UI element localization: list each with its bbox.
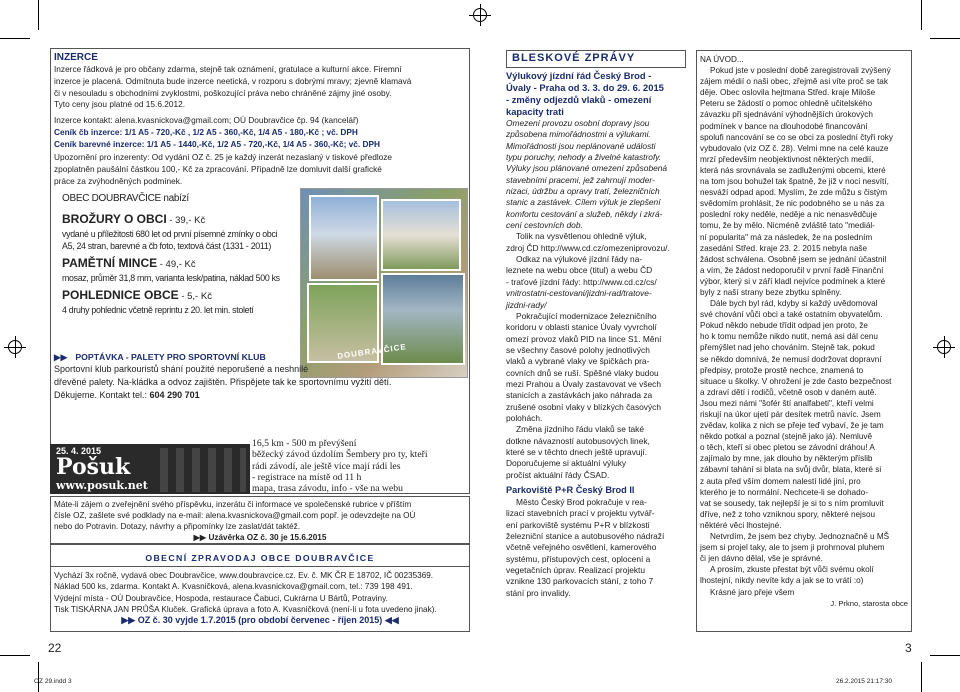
editorial-text: žádost schválena. Osobně jsem se jednání účastnil: [700, 254, 887, 264]
info-section: [54, 499, 466, 543]
zpravodaj-header: [50, 553, 470, 563]
news-italic: cení cestovních dob.: [506, 220, 583, 231]
news-text: zrušené osobní vlaky v blízkých časových: [506, 401, 662, 412]
editorial-text: zajímalo by mne, jak dlouho by některým příslib: [700, 454, 873, 464]
news-text: Doporučujeme si aktuální výluky: [506, 458, 627, 469]
item1-price: - 39,- Kč: [166, 215, 206, 226]
editorial-text: A prosím, zkuste přestat být vůči svému okolí: [710, 565, 874, 575]
editorial-text: svědomím prohlásit, že nic podobného se u nás za: [700, 199, 885, 209]
double-arrow-left-icon: ◀◀: [384, 615, 399, 626]
news-text: koridoru v oblasti stanice Úvaly vyvrcholí: [506, 322, 657, 333]
news-text: které se v těchto dnech ještě upravují.: [506, 446, 648, 457]
obec-ad-intro: OBEC DOUBRAVČICE nabízí: [62, 193, 189, 204]
news-text: Odkaz na výlukové jízdní řády na-: [516, 254, 643, 265]
item3-price: - 5,- Kč: [178, 291, 212, 302]
editorial-text: poslední roky neděle, neděje a nic nenasvědčuje: [700, 210, 878, 220]
posuk-text: [252, 438, 468, 496]
zpravodaj-section: [54, 570, 466, 626]
news-text: polohách.: [506, 412, 543, 423]
news-headline: Výlukový jízdní řád Český Brod -: [506, 70, 652, 81]
info-text: čísle OZ, zašlete své podklady na e-mail: alena.kvasnickova@gmail.com popř. je odevzdejte na OÚ: [54, 511, 416, 520]
editorial-text: riskují na úkor ujetí pár desítek metrů navíc. Jsem: [700, 410, 881, 419]
item2-price: - 49,- Kč: [157, 259, 196, 270]
editorial-text: zájem médií o naši obec, zřejmě asi víte proč se tak: [700, 77, 888, 87]
photo-chapel: [381, 199, 461, 271]
news-headline: kapacity trati: [506, 106, 564, 117]
editorial-text: zasedání Střed. kraje 23. 2. 2015 nebyla naše: [700, 243, 868, 253]
info-text: Máte-li zájem o zveřejnění svého příspěvku, inzerátu či informace ve společenské rubrice v příštím: [54, 500, 412, 509]
editorial-text: tomu, že by mělo. Nicméně zvláště tato "mediál-: [700, 221, 875, 231]
photo-label: DOUBRAVČICE: [336, 342, 408, 361]
next-issue: [54, 615, 466, 626]
item1-title: BROŽURY O OBCI: [62, 212, 167, 226]
posuk-line: - registrace na místě od 11 h: [252, 471, 362, 483]
news-italic: komfortu cestování a služeb, někdy i zkrá-: [506, 208, 663, 219]
posuk-date: 25. 4. 2015: [56, 446, 102, 456]
editorial-text: zábavní tahání si blata na svůj dvůr, blata, které si: [700, 465, 882, 475]
double-arrow-icon: ▶▶: [121, 615, 136, 626]
poptavka-title-text: POPTÁVKA - PALETY PRO SPORTOVNÍ KLUB: [75, 352, 266, 362]
inzerce-contact: Inzerce kontakt: alena.kvasnickova@gmail.com; OÚ Doubravčice čp. 94 (kancelář): [54, 115, 359, 126]
editorial-text: Krásné jaro přeje všem: [710, 587, 795, 597]
editorial-text: vat se sousedy, tak nejlepší je si to s ním promluvit: [700, 498, 884, 508]
poptavka-section: [54, 351, 466, 402]
registration-mark-right: [937, 340, 951, 354]
inzerce-section: [54, 52, 466, 151]
runner-figures: [160, 448, 246, 492]
news-text: se všechny časové polohy jednotlivých: [506, 344, 650, 355]
news-link[interactable]: vnitrostatni-cestovani/jizdni-rad/tratove-: [506, 288, 652, 299]
news-section: [506, 70, 686, 599]
item1-desc: A5, 24 stran, barevné a čb foto, textová část (1331 - 2011): [62, 241, 272, 251]
editorial-text: jsem si projel taky, ale to jsem ji prohrnoval pluhem: [700, 543, 885, 553]
info-text: nebo do Potravin. Dotazy, návrhy a připomínky lze zaslat/dát taktéž.: [54, 522, 301, 531]
zpravodaj-text: Tisk TISKÁRNA JAN PRŮŠA Kluček. Grafická úprava a foto A. Kvasničková (není-li u fota uvedeno jinak).: [54, 604, 437, 614]
item3-desc: 4 druhy pohlednic včetně reprintu z 20. let min. století: [62, 305, 254, 315]
news-text: dotkne návazností autobusových linek,: [506, 435, 650, 446]
news-text: vegetačních úprav. Realizací projektu: [506, 565, 646, 576]
editorial-text: vybudovalo (viz OZ č. 28). Velmi mne na celé kauze: [700, 143, 889, 153]
editorial-text: závazku při sjednávání výhodnějších úrokových: [700, 110, 873, 120]
crop-mark: [921, 662, 922, 692]
editorial-text: se někdo domnívá, že nemusí dodržovat dopravní: [700, 354, 882, 364]
news-text: vznikne 130 parkovacích stání, z toho 7: [506, 576, 654, 587]
editorial-text: zvědav, kolika z nich se přeje teď vybaví, že je tam: [700, 421, 884, 431]
editorial-text: dříve, než z toho vzniknou spory, některé nejsou: [700, 509, 876, 519]
posuk-line: běžecký závod úzdolím Šembery pro ty, kteří: [252, 449, 428, 461]
editorial-text: něktéré vĕci lhostejné.: [700, 520, 782, 530]
zpravodaj-text: Vychází 3x ročně, vydavá obec Doubravčice, www.doubravcice.cz. Ev. č. MK ČR E 18702, IČ 00235369.: [54, 571, 434, 580]
editorial-text: nesváží odpad apod. Myslím, že zde můžu s čistým: [700, 188, 888, 198]
editorial-text: lhostejní, nikdy nevíte kdy a jak se to vrátí :o): [700, 576, 864, 586]
editorial-text: situace u školky. V ohrožení je zde často bezpečnost: [700, 376, 892, 386]
editorial-text: Pokud někdo nebude třídit odpad jen proto, že: [700, 321, 868, 331]
poptavka-contact-label: Děkujeme. Kontakt tel.:: [54, 390, 150, 400]
crop-mark: [38, 662, 39, 692]
editorial-text: své chování vůči obci a také ostatním obyvatelům.: [700, 310, 883, 320]
news-text: systému, přístupových cest, oplocení a: [506, 553, 651, 564]
crop-mark: [0, 38, 30, 39]
news-headline: Parkoviště P+R Český Brod II: [506, 485, 635, 495]
next-issue-text: OZ č. 30 vyjde 1.7.2015 (pro období červenec - říjen 2015): [137, 615, 383, 626]
news-link[interactable]: zdroj ČD http://www.cd.cz/omezeniprovozu/.: [506, 242, 670, 253]
news-italic: nizaci, údržbu a opravy tratí, železničních: [506, 186, 660, 197]
poptavka-phone: 604 290 701: [149, 390, 200, 400]
footer-file: OZ 29.indd 3: [34, 678, 72, 685]
inzerce-heading: INZERCE: [54, 52, 98, 63]
posuk-banner: [50, 444, 250, 494]
editorial-text: ní popularita" má za následek, že na posledním: [700, 232, 873, 242]
double-arrow-icon: ▶▶: [193, 533, 207, 542]
news-text: Tolik na vysvětlenou ohledně výluk,: [516, 231, 647, 242]
news-text: včetně veřejného osvětlení, kamerového: [506, 542, 657, 553]
posuk-line: rádi závodí, ale ještě více mají rádi les: [252, 460, 401, 472]
registration-mark-left: [8, 340, 22, 354]
item1-desc: vydané u příležitosti 680 let od první písemné zmínky o obci: [62, 229, 278, 239]
news-text: ení parkoviště systému P+R v blízkosti: [506, 519, 650, 530]
editorial-text: Pokud jste v poslední době zaregistrovali zvýšený: [710, 66, 891, 76]
footer-stamp: 26.2.2015 21:17:30: [836, 678, 893, 685]
news-headline: - změny odjezdů vlaků - omezení: [506, 94, 652, 105]
poptavka-text: dřevěné palety. Na-kládka a odvoz zajištěn. Přispějete tak ke sportovnímu vyžití dětí.: [54, 377, 392, 387]
news-text: Změna jízdního řádu vlaků se také: [516, 424, 645, 435]
poptavka-title: [54, 351, 466, 363]
posuk-line: mapa, trasa závodu, info - vše na webu: [252, 483, 403, 495]
editorial-text: děje. Obec oslovila hejtmana Střed. kraje Miloše: [700, 88, 876, 98]
editorial-text: z auta před vším domem nalestí lidé jiní, pro: [700, 476, 861, 486]
crop-mark: [0, 655, 30, 656]
item2-title: PAMĚTNÍ MINCE: [62, 256, 158, 270]
news-text: - traťové jízdní řády: http://www.cd.cz/cs/: [506, 276, 657, 287]
news-text: mezi Prahou a Úvaly zastavovat ve všech: [506, 378, 662, 389]
posuk-line: 16,5 km - 500 m převýšení: [252, 438, 357, 449]
news-italic: stanic a zastávek. Cílem výluk je zlepšení: [506, 197, 661, 208]
zpravodaj-header-text: OBECNÍ ZPRAVODAJ OBCE DOUBRAVČICE: [145, 553, 375, 563]
upozorneni-text: zpoplatněn paušální částkou 100,- Kč za zpracování. Případně lze domluvit další grafické: [54, 163, 382, 174]
editorial-text: kterého je to normální. Nechcete-li se dohado-: [700, 487, 868, 497]
editorial-text: a zdraví dětí i rodičů, včetně osob v daném autě.: [700, 387, 877, 397]
news-italic: způsobena mimořádnostmi a výlukami.: [506, 129, 651, 140]
upozorneni-text: Upozornění pro inzerenty: Od vydání OZ č. 25 je každý inzerát nezaslaný v tiskové předloze: [54, 152, 393, 162]
inzerce-text: či v nesouladu s obchodními zvyklostmi, poškozující práva nebo chráněné zájmy jiné osoby.: [54, 87, 392, 98]
news-text: lizaci stavebních prací v projektu vytvář-: [506, 508, 655, 519]
zpravodaj-divider: [50, 566, 470, 567]
editorial-text: mrzí především neobjektivnost některých medií,: [700, 154, 874, 164]
editorial-text: o těch, kteří si obec pletou se závodní dráhou! A: [700, 443, 875, 453]
editorial-text: přemýšlet nad jeho chováním. Stejně tak, pokud: [700, 343, 875, 353]
zpravodaj-text: Výdejní místa - OÚ Doubravčice, Hospoda, restaurace Čabuci, Cukrárna U Bártů, Potraviny.: [54, 593, 388, 603]
editorial-text: Dále bych byl rád, kdyby si každý uvědomoval: [710, 299, 878, 309]
editorial-text: byly z naší strany beze zbytku splněny.: [700, 287, 842, 297]
news-text: pročíst aktuální řády ČSAD.: [506, 469, 610, 480]
editorial-text: Peteru se žádostí o pomoc ohledně učitelského: [700, 99, 873, 109]
deadline: [54, 532, 466, 543]
deadline-text: Uzávěrka OZ č. 30 je 15.6.2015: [208, 533, 327, 542]
zpravodaj-text: Náklad 500 ks, zdarma. Kontakt A. Kvasničková, alena.kvasnickova@gmail.com, tel.: 739 198 491.: [54, 582, 413, 592]
news-italic: Omezení provozu osobní dopravy jsou: [506, 118, 650, 128]
price-list-bw: Ceník čb inzerce: 1/1 A5 - 720,-Kč , 1/2 A5 - 360,-Kč, 1/4 A5 - 180,-Kč ; vč. DPH: [54, 126, 358, 137]
editorial-text: která nás srovnávala se zadluženými obcemi, které: [700, 165, 886, 175]
crop-mark: [930, 38, 960, 39]
item3-title: POHLEDNICE OBCE: [62, 288, 179, 302]
editorial-text: Netvrdím, že jsem bez chyby. Jednoznačně u MŠ: [710, 532, 890, 542]
poptavka-text: Sportovní klub parkouristů shání použité neporušené a neshnilé: [54, 364, 309, 374]
page-number-right: 3: [905, 641, 912, 655]
editorial-text: předpisy, protože prostě nechce, znamená to: [700, 365, 864, 375]
crop-mark: [930, 655, 960, 656]
news-text: Pokračující modernizace železničního: [516, 310, 657, 321]
news-text: železniční stanice a autobusového nádraží: [506, 531, 665, 542]
editorial-text: či jen dávno dělal, vše je správné.: [700, 554, 823, 564]
editorial-text: někdo potkal a poznal (stejně jako já). Nemluvě: [700, 432, 873, 442]
news-text: vlaků a vybrané vlaky ve špičkách pra-: [506, 356, 650, 367]
news-italic: Výluky jsou plánované omezení způsobená: [506, 163, 668, 174]
editorial-text: spolufi nancování se co se obci za poslední čtyři roky: [700, 132, 893, 142]
news-text: stanicích a zastávkách jako náhrada za: [506, 390, 653, 401]
news-text: leznete na webu obce (titul) a webu ČD: [506, 265, 653, 276]
posuk-web: www.posuk.net: [56, 479, 148, 492]
photo-collage: [300, 188, 468, 378]
news-italic: stavebními pracemi, jež zahrnují moder-: [506, 174, 655, 185]
posuk-logo: Pošuk: [56, 454, 131, 480]
crop-mark: [38, 0, 39, 30]
registration-mark-top: [473, 8, 487, 22]
editorial-text: podmínek v bance na dlouhodobé financování: [700, 121, 868, 131]
news-headline: Úvaly - Praha od 3. 3. do 29. 6. 2015: [506, 82, 664, 93]
news-italic: Mimořádnosti jsou neplánované události: [506, 140, 656, 151]
page-number-left: 22: [48, 641, 62, 655]
news-link[interactable]: jizdni-rady/: [506, 299, 547, 310]
editorial-text: na tom jsou bohužel tak špatně, že již v noci nesvítí,: [700, 177, 889, 187]
upozorneni-text: práce za zvýhodněných podmínek.: [54, 175, 183, 186]
editorial-section: [700, 54, 908, 609]
editorial-text: NA ÚVOD...: [700, 55, 744, 64]
crop-mark: [921, 0, 922, 30]
photo-church: [309, 195, 379, 281]
news-italic: typu poruchy, nehody a živelné katastrofy.: [506, 152, 662, 163]
news-text: omezí provoz vlaků PID na lince S1. Mění: [506, 333, 662, 344]
editorial-signature: J. Prkno, starosta obce: [830, 598, 908, 608]
inzerce-text: inzerce je placená. Odmítnuta bude inzerce neetická, v rozporu s dobrými mravy; zjevně klamavá: [54, 75, 412, 86]
news-title: BLESKOVÉ ZPRÁVY: [512, 52, 636, 64]
news-text: stání pro invalidy.: [506, 587, 571, 598]
editorial-text: Jsou mezi námi "šofér ští analfabeti", kteří velmi: [700, 398, 874, 408]
news-text: covních dnů se ruší. Spěšné vlaky budou: [506, 367, 659, 378]
price-list-color: Ceník barevné inzerce: 1/1 A5 - 1440,-Kč, 1/2 A5 - 720,-Kč, 1/4 A5 - 360,-Kč; vč. DPH: [54, 138, 381, 149]
inzerce-text: Inzerce řádková je pro občany zdarma, stejně tak oznámení, gratulace a kulturní akce. Firemní: [54, 64, 402, 74]
news-text: Město Český Brod pokračuje v rea-: [516, 497, 647, 507]
inzerce-text: Tyto ceny jsou platné od 15.6.2012.: [54, 99, 185, 110]
item2-desc: mosaz, průměr 31,8 mm, varianta lesk/patina, náklad 500 ks: [62, 273, 280, 283]
editorial-text: výbor, který si v září kladl nejvíce podmínek a které: [700, 276, 886, 286]
poptavka-contact: [54, 389, 466, 402]
editorial-text: ho k tomu nemůže nikdo nutit, nemá asi dál cenu: [700, 332, 878, 342]
double-arrow-icon: ▶▶: [54, 352, 68, 362]
editorial-text: a vím, že žádost nedoporučil v první řadě Finanční: [700, 265, 884, 275]
